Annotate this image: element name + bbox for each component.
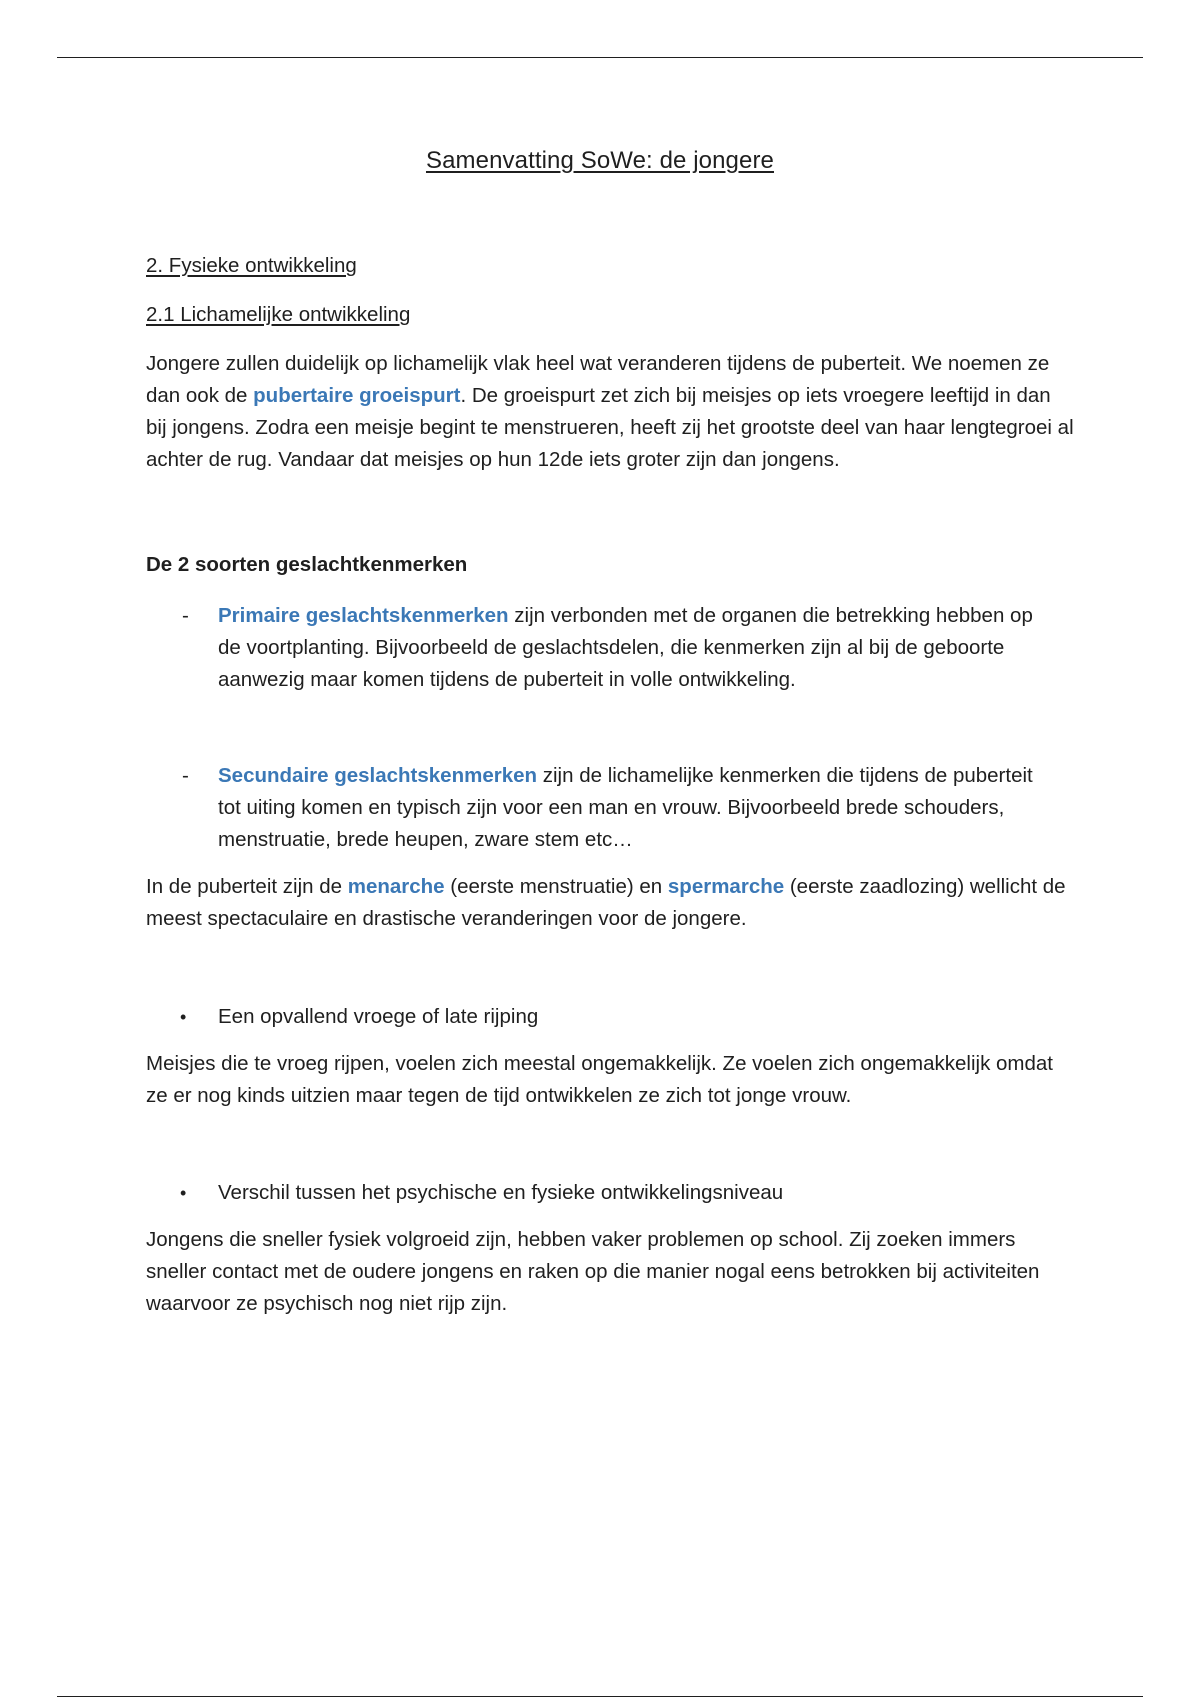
dash-marker: - (182, 604, 189, 627)
bullet-item-verschil (146, 1177, 783, 1209)
bullet-label-verschil: Verschil tussen het psychische en fysieke ontwikkelingsniveau (218, 1181, 784, 1204)
document-title: Samenvatting SoWe: de jongere (425, 147, 774, 174)
menarche-text-3: (eerste zaadlozing) wellicht de meest spectaculaire en drastische veranderingen voor de jongere. (146, 875, 1066, 930)
menarche-paragraph (146, 871, 1076, 935)
term-primaire: Primaire geslachtskenmerken (218, 604, 509, 627)
primary-description: zijn verbonden met de organen die betrekking hebben op de voortplanting. Bijvoorbeeld de geslachtsdelen, die kenmerken zijn al bij de geboorte aanwezig maar komen tijdens de puberteit in volle ontwikkeling. (218, 604, 1033, 691)
menarche-text-2: (eerste menstruatie) en (444, 875, 668, 898)
term-secundaire: Secundaire geslachtskenmerken (218, 764, 538, 787)
rijping-paragraph: Meisjes die te vroeg rijpen, voelen zich meestal ongemakkelijk. Ze voelen zich ongemakkelijk omdat ze er nog kinds uitzien maar tegen de tijd ontwikkelen ze zich tot jonge vrouw. (146, 1052, 1053, 1107)
bullet-icon: • (180, 1007, 187, 1027)
intro-text-2: . De groeispurt zet zich bij meisjes op iets vroegere leeftijd in dan bij jongens. Zodra een meisje begint te menstrueren, heeft zij het grootste deel van haar lengtegroei al achter de rug. Vandaar dat meisjes op hun 12de iets groter zijn dan jongens. (146, 384, 1074, 471)
list-item-secondary (146, 760, 1076, 856)
bullet-item-rijping (146, 1001, 538, 1033)
bullet-icon: • (180, 1183, 187, 1203)
term-menarche: menarche (347, 875, 445, 898)
term-pubertaire-groeispurt: pubertaire groeispurt (253, 384, 461, 407)
section-heading-2: 2. Fysieke ontwikkeling (146, 254, 357, 277)
verschil-paragraph: Jongens die sneller fysiek volgroeid zijn, hebben vaker problemen op school. Zij zoeken immers sneller contact met de oudere jongens en raken op die manier nogal eens betrokken bij activiteiten waarvoor ze psychisch nog niet rijp zijn. (146, 1228, 1040, 1315)
menarche-text-1: In de puberteit zijn de (146, 875, 348, 898)
header-rule (57, 57, 1143, 58)
secondary-description: zijn de lichamelijke kenmerken die tijdens de puberteit tot uiting komen en typisch zijn voor een man en vrouw. Bijvoorbeeld brede schouders, menstruatie, brede heupen, zware stem etc… (218, 764, 1033, 851)
term-spermarche: spermarche (667, 875, 785, 898)
intro-paragraph (146, 348, 1076, 476)
intro-text-1: Jongere zullen duidelijk op lichamelijk vlak heel wat veranderen tijdens de puberteit. We noemen ze dan ook de (146, 352, 1050, 407)
section-heading-2-1: 2.1 Lichamelijke ontwikkeling (146, 303, 411, 326)
bullet-label-rijping: Een opvallend vroege of late rijping (218, 1005, 539, 1028)
secondary-text (218, 760, 1048, 856)
primary-text (218, 600, 1048, 696)
footer-rule (57, 1696, 1143, 1697)
list-item-primary (146, 600, 1076, 696)
sex-characteristics-heading: De 2 soorten geslachtkenmerken (146, 553, 468, 576)
dash-marker: - (182, 764, 189, 787)
